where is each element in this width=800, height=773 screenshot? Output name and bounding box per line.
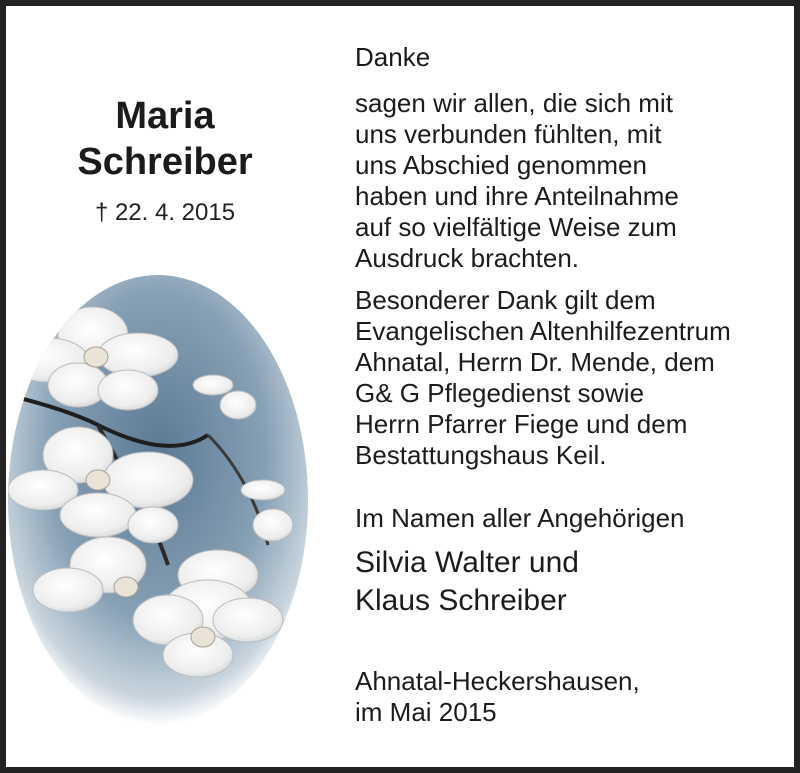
signer-name: Silvia Walter und <box>355 546 579 579</box>
place-date <box>355 666 640 728</box>
text-line: sagen wir allen, die sich mit <box>355 88 673 118</box>
signer-name: Klaus Schreiber <box>355 584 567 617</box>
text-line: Bestattungshaus Keil. <box>355 440 607 470</box>
on-behalf-text: Im Namen aller Angehörigen <box>355 503 685 533</box>
text-line: G& G Pflegedienst sowie <box>355 378 645 408</box>
signers <box>355 544 579 620</box>
text-line: Ausdruck brachten. <box>355 243 580 273</box>
deceased-last-name: Schreiber <box>77 141 253 183</box>
text-line: haben und ihre Anteilnahme <box>355 181 679 211</box>
special-thanks-paragraph <box>355 285 731 471</box>
on-behalf-line <box>355 503 685 534</box>
text-line: uns verbunden fühlten, mit <box>355 119 662 149</box>
text-line: Besonderer Dank gilt dem <box>355 285 656 315</box>
thanks-paragraph <box>355 88 679 274</box>
orchid-image <box>8 275 308 725</box>
place-text: Ahnatal-Heckershausen, <box>355 666 640 696</box>
text-line: Evangelischen Altenhilfezentrum <box>355 316 731 346</box>
text-line: auf so vielfältige Weise zum <box>355 212 677 242</box>
death-date: † 22. 4. 2015 <box>94 199 236 226</box>
text-line: Ahnatal, Herrn Dr. Mende, dem <box>355 347 715 377</box>
deceased-first-name: Maria <box>115 95 215 137</box>
text-line: uns Abschied genommen <box>355 150 647 180</box>
date-text: im Mai 2015 <box>355 697 497 727</box>
heading-danke: Danke <box>355 42 431 72</box>
text-line: Herrn Pfarrer Fiege und dem <box>355 409 688 439</box>
